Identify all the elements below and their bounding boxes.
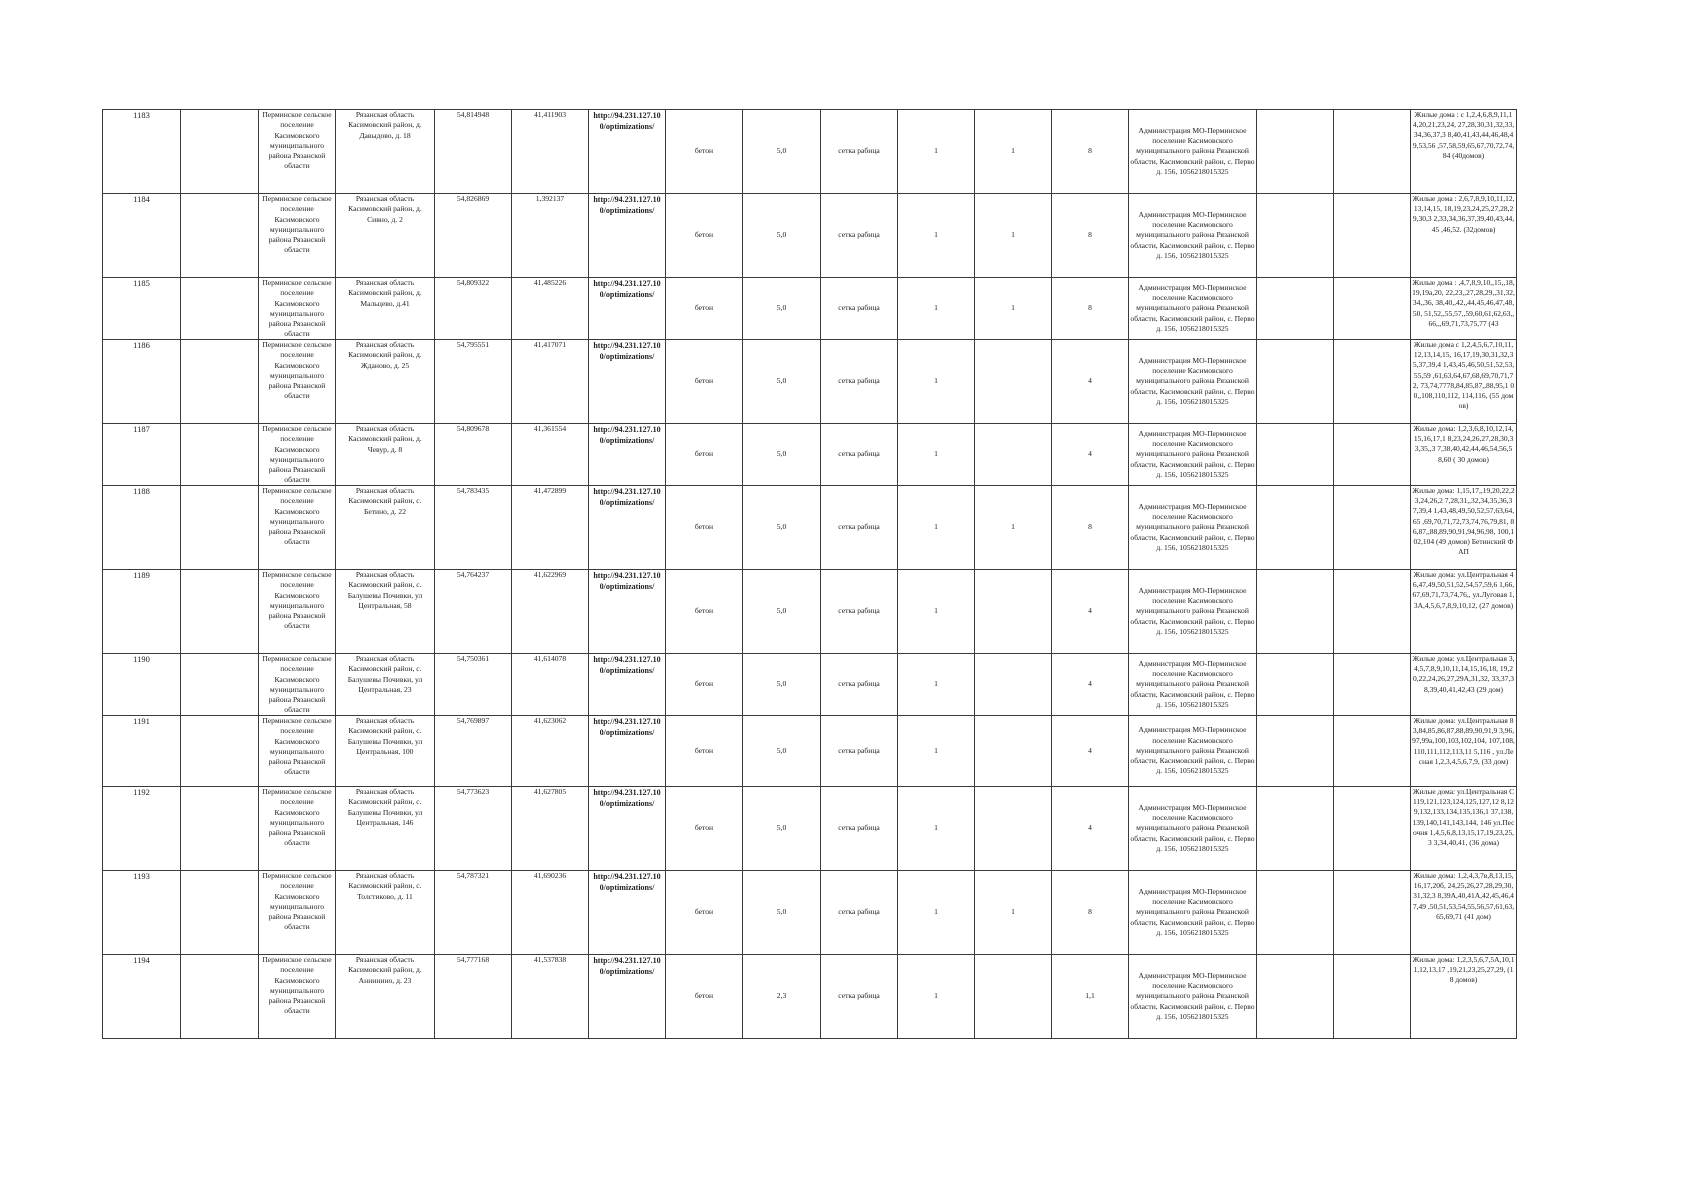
cell-count-3: 8 [1052,110,1129,194]
cell-count-2 [975,787,1052,871]
cell-link[interactable]: http://94.231.127.10 0/optimizations/ [589,570,666,654]
cell-empty-cell [1334,787,1411,871]
cell-area: 2,3 [743,955,821,1039]
table-body [103,110,1517,1039]
cell-material: бетон [666,787,743,871]
cell-count-1: 1 [898,424,975,486]
cell-houses-list: Жилые дома: 1,15,17,,19,20,22,23,24,26,2 7,28,31,,32,34,35,36,37,39,4 1,43,48,49,50,52,57,63,64,65 ,69,70,71,72,73,74,76,79,81, 86,87,,88,89,90,91,94,96,98, 100,102,104 (49 домов) Бетинский ФАП [1411,486,1517,570]
cell-count-3: 4 [1052,424,1129,486]
cell-empty-cell [1257,871,1334,955]
cell-count-2 [975,654,1052,716]
cell-count-3: 4 [1052,654,1129,716]
cell-fence-type: сетка рабица [821,278,898,340]
cell-administration: Администрация МО-Перминское поселение Касимовского муниципального района Рязанской области, Касимовский район, с. Перво д. 156, 1056218015325 [1129,871,1257,955]
cell-administration: Администрация МО-Перминское поселение Касимовского муниципального района Рязанской области, Касимовский район, с. Перво д. 156, 1056218015325 [1129,278,1257,340]
cell-count-1: 1 [898,871,975,955]
cell-row-number: 1189 [103,570,181,654]
cell-material: бетон [666,194,743,278]
cell-address: Рязанская область Касимовский район, д. Аннинино, д. 23 [336,955,435,1039]
cell-organization: Перминское сельское поселение Касимовского муниципального района Рязанской области [259,716,336,787]
cell-empty-cell [1334,194,1411,278]
cell-empty-cell [1334,110,1411,194]
cell-empty-cell [181,955,259,1039]
cell-material: бетон [666,654,743,716]
cell-fence-type: сетка рабица [821,194,898,278]
cell-houses-list: Жилые дома : ,4,7,8,9,10,,15,,18,19,19а,20, 22,23,,27,28,29,,31,32,34,,36, 38,40,,42,,44,45,46,47,48,50, 51,52,,55,57,,59,60,61,62,63,, 66,,,69,71,73,75,77 (43 [1411,278,1517,340]
cell-row-number: 1194 [103,955,181,1039]
cell-row-number: 1192 [103,787,181,871]
cell-longitude: 41,411903 [512,110,589,194]
cell-houses-list: Жилые дома с 1,2,4,5,6,7,10,11,12,13,14,15, 16,17,19,30,31,32,35,37,39,4 1,43,45,46,50,51,52,53,55,59 ,61,63,64,67,68,69,70,71,72, 73,74,7778,84,85,87,,88,95,1 00,,108,110,112, 114,116, (55 домов) [1411,340,1517,424]
cell-count-3: 4 [1052,570,1129,654]
cell-longitude: 41,623062 [512,716,589,787]
registry-sheet [102,109,1517,1039]
cell-empty-cell [181,654,259,716]
cell-latitude: 54,750361 [435,654,512,716]
cell-link[interactable]: http://94.231.127.10 0/optimizations/ [589,787,666,871]
cell-administration: Администрация МО-Перминское поселение Касимовского муниципального района Рязанской области, Касимовский район, с. Перво д. 156, 1056218015325 [1129,955,1257,1039]
cell-latitude: 54,769897 [435,716,512,787]
cell-material: бетон [666,570,743,654]
cell-material: бетон [666,340,743,424]
table-row [103,570,1517,654]
cell-count-2: 1 [975,486,1052,570]
cell-count-3: 4 [1052,340,1129,424]
cell-organization: Перминское сельское поселение Касимовского муниципального района Рязанской области [259,110,336,194]
cell-longitude: 41,537838 [512,955,589,1039]
cell-count-1: 1 [898,570,975,654]
cell-houses-list: Жилые дома : 2,6,7,8,9,10,11,12,13,14,15, 18,19,23,24,25,27,28,29,30,3 2,33,34,36,37,39,40,43,44,45 ,46,52. (32домов) [1411,194,1517,278]
cell-link[interactable]: http://94.231.127.10 0/optimizations/ [589,871,666,955]
cell-count-1: 1 [898,486,975,570]
cell-address: Рязанская область Касимовский район, с. Толстиково, д. 11 [336,871,435,955]
cell-address: Рязанская область Касимовский район, с. Балушевы Почивки, ул Центральная, 23 [336,654,435,716]
cell-area: 5,0 [743,654,821,716]
cell-latitude: 54,809678 [435,424,512,486]
table-row [103,486,1517,570]
cell-count-1: 1 [898,716,975,787]
table-row [103,110,1517,194]
cell-organization: Перминское сельское поселение Касимовского муниципального района Рязанской области [259,654,336,716]
cell-count-2: 1 [975,194,1052,278]
cell-administration: Администрация МО-Перминское поселение Касимовского муниципального района Рязанской области, Касимовский район, с. Перво д. 156, 1056218015325 [1129,340,1257,424]
cell-link[interactable]: http://94.231.127.10 0/optimizations/ [589,654,666,716]
cell-area: 5,0 [743,787,821,871]
cell-area: 5,0 [743,340,821,424]
cell-empty-cell [1334,424,1411,486]
cell-count-2: 1 [975,110,1052,194]
cell-empty-cell [1334,570,1411,654]
cell-longitude: 41,690236 [512,871,589,955]
cell-empty-cell [181,424,259,486]
cell-empty-cell [1334,871,1411,955]
table-row [103,194,1517,278]
cell-houses-list: Жилые дома : с 1,2,4,6,8,9,11,14,20,21,23,24, 27,28,30,31,32,33,34,36,37,3 8,40,41,43,44,46,48,49,53,56 ,57,58,59,65,67,70,72,74,84 (40домов) [1411,110,1517,194]
cell-material: бетон [666,871,743,955]
cell-fence-type: сетка рабица [821,716,898,787]
cell-administration: Администрация МО-Перминское поселение Касимовского муниципального района Рязанской области, Касимовский район, с. Перво д. 156, 1056218015325 [1129,787,1257,871]
cell-houses-list: Жилые дома: 1,2,3,6,8,10,12,14,15,16,17,1 8,23,24,26,27,28,30,33,35,,3 7,38,40,42,44,46,54,56,58,60 ( 30 домов) [1411,424,1517,486]
cell-longitude: 41,622969 [512,570,589,654]
cell-houses-list: Жилые дома: 1,2,3,5,6,7,5А,10,11,12,13,17 ,19,21,23,25,27,29, (18 домов) [1411,955,1517,1039]
cell-organization: Перминское сельское поселение Касимовского муниципального района Рязанской области [259,424,336,486]
cell-longitude: 41,472899 [512,486,589,570]
cell-count-3: 1,1 [1052,955,1129,1039]
cell-area: 5,0 [743,871,821,955]
cell-address: Рязанская область Касимовский район, д. Чевур, д. 8 [336,424,435,486]
cell-houses-list: Жилые дома: ул.Центральная 3,4,5,7,8,9,10,11,14,15,16,18, 19,20,22,24,26,27,29А,31,32, 33,37,38,39,40,41,42,43 (29 дом) [1411,654,1517,716]
cell-fence-type: сетка рабица [821,787,898,871]
cell-administration: Администрация МО-Перминское поселение Касимовского муниципального района Рязанской области, Касимовский район, с. Перво д. 156, 1056218015325 [1129,654,1257,716]
cell-empty-cell [1257,787,1334,871]
cell-address: Рязанская область Касимовский район, д. Давыдово, д. 18 [336,110,435,194]
cell-administration: Администрация МО-Перминское поселение Касимовского муниципального района Рязанской области, Касимовский район, с. Перво д. 156, 1056218015325 [1129,570,1257,654]
cell-count-1: 1 [898,194,975,278]
cell-row-number: 1193 [103,871,181,955]
table-row [103,871,1517,955]
cell-area: 5,0 [743,486,821,570]
cell-fence-type: сетка рабица [821,871,898,955]
cell-empty-cell [1334,278,1411,340]
cell-count-1: 1 [898,110,975,194]
cell-administration: Администрация МО-Перминское поселение Касимовского муниципального района Рязанской области, Касимовский район, с. Перво д. 156, 1056218015325 [1129,110,1257,194]
cell-count-2 [975,955,1052,1039]
cell-longitude: 41,614078 [512,654,589,716]
cell-empty-cell [1257,716,1334,787]
cell-address: Рязанская область Касимовский район, д. Жданово, д. 25 [336,340,435,424]
cell-latitude: 54,783435 [435,486,512,570]
cell-count-3: 8 [1052,194,1129,278]
table-row [103,278,1517,340]
cell-link[interactable]: http://94.231.127.10 0/optimizations/ [589,716,666,787]
cell-latitude: 54,826869 [435,194,512,278]
cell-longitude: 1,392137 [512,194,589,278]
table-row [103,955,1517,1039]
cell-organization: Перминское сельское поселение Касимовского муниципального района Рязанской области [259,570,336,654]
cell-count-3: 4 [1052,716,1129,787]
table-row [103,340,1517,424]
cell-area: 5,0 [743,570,821,654]
cell-empty-cell [1257,486,1334,570]
cell-address: Рязанская область Касимовский район, с. Балушевы Почивки, ул Центральная, 146 [336,787,435,871]
cell-row-number: 1186 [103,340,181,424]
cell-area: 5,0 [743,424,821,486]
cell-administration: Администрация МО-Перминское поселение Касимовского муниципального района Рязанской области, Касимовский район, с. Перво д. 156, 1056218015325 [1129,424,1257,486]
cell-fence-type: сетка рабица [821,570,898,654]
cell-latitude: 54,795551 [435,340,512,424]
cell-fence-type: сетка рабица [821,955,898,1039]
cell-latitude: 54,809322 [435,278,512,340]
cell-organization: Перминское сельское поселение Касимовского муниципального района Рязанской области [259,787,336,871]
cell-empty-cell [1257,194,1334,278]
table-row [103,787,1517,871]
cell-latitude: 54,764237 [435,570,512,654]
cell-empty-cell [1257,570,1334,654]
registry-table [102,109,1517,1039]
cell-count-1: 1 [898,340,975,424]
cell-count-3: 8 [1052,278,1129,340]
cell-count-3: 8 [1052,486,1129,570]
table-row [103,654,1517,716]
cell-material: бетон [666,716,743,787]
cell-fence-type: сетка рабица [821,110,898,194]
cell-row-number: 1190 [103,654,181,716]
cell-material: бетон [666,955,743,1039]
cell-empty-cell [181,871,259,955]
cell-address: Рязанская область Касимовский район, с. Балушевы Почивки, ул Центральная, 58 [336,570,435,654]
cell-administration: Администрация МО-Перминское поселение Касимовского муниципального района Рязанской области, Касимовский район, с. Перво д. 156, 1056218015325 [1129,486,1257,570]
cell-area: 5,0 [743,716,821,787]
cell-material: бетон [666,486,743,570]
cell-houses-list: Жилые дома: ул.Центральная 46,47,49,50,51,52,54,57,59,6 1,66,67,69,71,73,74,76,, ул.Луговая 1,3А,4,5,6,7,8,9,10,12, (27 домов) [1411,570,1517,654]
cell-address: Рязанская область Касимовский район, с. Балушевы Почивки, ул Центральная, 100 [336,716,435,787]
cell-empty-cell [181,570,259,654]
cell-latitude: 54,814948 [435,110,512,194]
cell-organization: Перминское сельское поселение Касимовского муниципального района Рязанской области [259,871,336,955]
cell-count-2 [975,570,1052,654]
cell-fence-type: сетка рабица [821,654,898,716]
cell-latitude: 54,777168 [435,955,512,1039]
cell-houses-list: Жилые дома: ул.Центральная С 119,121,123,124,125,127,12 8,129,132,133,134,135,136,1 37,138,139,140,141,143,144, 146 ул.Песочня 1,4,5,6,8,13,15,17,19,23,25,3 3,34,40,41, (36 дома) [1411,787,1517,871]
cell-count-1: 1 [898,654,975,716]
cell-row-number: 1187 [103,424,181,486]
cell-administration: Администрация МО-Перминское поселение Касимовского муниципального района Рязанской области, Касимовский район, с. Перво д. 156, 1056218015325 [1129,194,1257,278]
cell-organization: Перминское сельское поселение Касимовского муниципального района Рязанской области [259,340,336,424]
cell-empty-cell [1257,340,1334,424]
cell-fence-type: сетка рабица [821,424,898,486]
cell-row-number: 1185 [103,278,181,340]
cell-longitude: 41,627805 [512,787,589,871]
cell-area: 5,0 [743,194,821,278]
cell-longitude: 41,417071 [512,340,589,424]
cell-area: 5,0 [743,110,821,194]
cell-latitude: 54,787321 [435,871,512,955]
cell-administration: Администрация МО-Перминское поселение Касимовского муниципального района Рязанской области, Касимовский район, с. Перво д. 156, 1056218015325 [1129,716,1257,787]
cell-organization: Перминское сельское поселение Касимовского муниципального района Рязанской области [259,955,336,1039]
cell-empty-cell [1334,955,1411,1039]
cell-address: Рязанская область Касимовский район, д. Мальцево, д.41 [336,278,435,340]
cell-longitude: 41,361554 [512,424,589,486]
cell-count-3: 8 [1052,871,1129,955]
cell-link[interactable]: http://94.231.127.10 0/optimizations/ [589,340,666,424]
cell-link[interactable]: http://94.231.127.10 0/optimizations/ [589,194,666,278]
cell-organization: Перминское сельское поселение Касимовского муниципального района Рязанской области [259,278,336,340]
cell-count-1: 1 [898,278,975,340]
cell-count-2 [975,716,1052,787]
cell-address: Рязанская область Касимовский район, д. Сивно, д. 2 [336,194,435,278]
cell-empty-cell [1257,278,1334,340]
cell-empty-cell [181,194,259,278]
cell-longitude: 41,485226 [512,278,589,340]
cell-empty-cell [181,787,259,871]
cell-empty-cell [181,110,259,194]
cell-empty-cell [1257,654,1334,716]
table-row [103,716,1517,787]
cell-empty-cell [181,486,259,570]
cell-houses-list: Жилые дома: 1,2,4,3,7в,8,13,15,16,17,20б, 24,25,26,27,28,29,30,31,32,3 8,39А,40,41А,42,45,46,47,49 ,50,51,53,54,55,56,57,61,63, 65,69,71 (41 дом) [1411,871,1517,955]
cell-row-number: 1188 [103,486,181,570]
cell-count-1: 1 [898,955,975,1039]
cell-empty-cell [1334,716,1411,787]
cell-empty-cell [1257,110,1334,194]
cell-row-number: 1183 [103,110,181,194]
cell-address: Рязанская область Касимовский район, с. Бетино, д. 22 [336,486,435,570]
cell-count-2: 1 [975,278,1052,340]
cell-organization: Перминское сельское поселение Касимовского муниципального района Рязанской области [259,194,336,278]
cell-area: 5,0 [743,278,821,340]
cell-empty-cell [1334,654,1411,716]
cell-material: бетон [666,424,743,486]
cell-empty-cell [181,340,259,424]
cell-link[interactable]: http://94.231.127.10 0/optimizations/ [589,278,666,340]
cell-row-number: 1184 [103,194,181,278]
cell-count-3: 4 [1052,787,1129,871]
cell-material: бетон [666,278,743,340]
cell-latitude: 54,773623 [435,787,512,871]
cell-count-2 [975,424,1052,486]
cell-link[interactable]: http://94.231.127.10 0/optimizations/ [589,110,666,194]
cell-material: бетон [666,110,743,194]
cell-count-2 [975,340,1052,424]
table-row [103,424,1517,486]
cell-empty-cell [181,278,259,340]
cell-count-2: 1 [975,871,1052,955]
cell-empty-cell [181,716,259,787]
cell-organization: Перминское сельское поселение Касимовского муниципального района Рязанской области [259,486,336,570]
cell-fence-type: сетка рабица [821,340,898,424]
cell-count-1: 1 [898,787,975,871]
cell-link[interactable]: http://94.231.127.10 0/optimizations/ [589,486,666,570]
cell-empty-cell [1334,340,1411,424]
cell-row-number: 1191 [103,716,181,787]
cell-empty-cell [1257,424,1334,486]
cell-fence-type: сетка рабица [821,486,898,570]
cell-empty-cell [1334,486,1411,570]
cell-link[interactable]: http://94.231.127.10 0/optimizations/ [589,424,666,486]
cell-empty-cell [1257,955,1334,1039]
cell-link[interactable]: http://94.231.127.10 0/optimizations/ [589,955,666,1039]
cell-houses-list: Жилые дома: ул.Центральная 83,84,85,86,87,88,89,90,91,9 3,96,97,99а,100,103,102,104, 107,108,110,111,112,113,11 5,116 , ул.Лесная 1,2,3,4,5,6,7,9, (33 дом) [1411,716,1517,787]
